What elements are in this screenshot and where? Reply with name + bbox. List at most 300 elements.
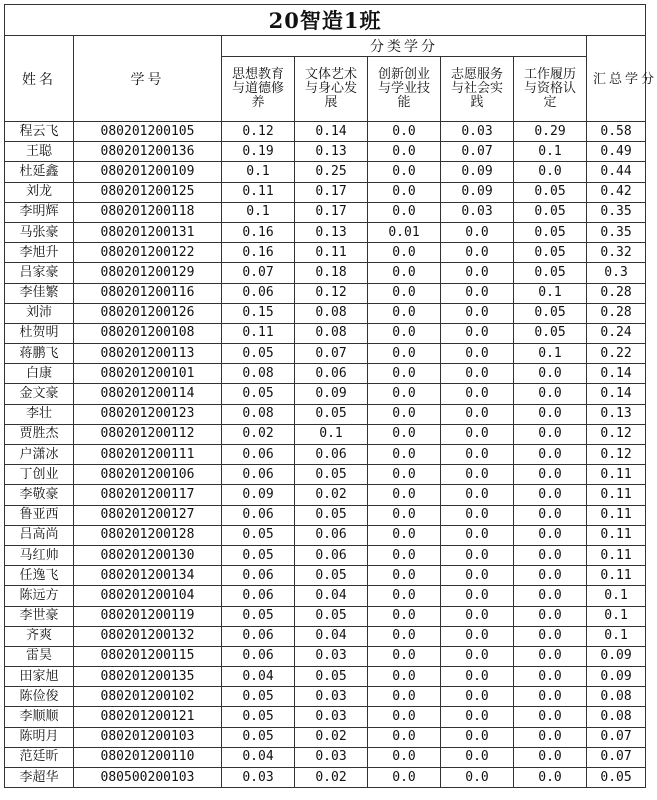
credit-total: 0.05 (587, 768, 646, 788)
student-name: 陈俭俊 (5, 687, 74, 707)
credit-arts: 0.08 (295, 303, 368, 323)
header-category-innovation: 创新创业与学业技能 (368, 57, 441, 122)
credit-work: 0.1 (514, 142, 587, 162)
table-row (5, 182, 646, 202)
credit-work: 0.0 (514, 384, 587, 404)
student-name: 白康 (5, 364, 74, 384)
credit-total: 0.3 (587, 263, 646, 283)
table-row (5, 384, 646, 404)
credit-total: 0.28 (587, 303, 646, 323)
credit-moral: 0.06 (222, 626, 295, 646)
credit-moral: 0.05 (222, 545, 295, 565)
credit-moral: 0.05 (222, 606, 295, 626)
credit-volunteer: 0.0 (441, 768, 514, 788)
credit-work: 0.0 (514, 545, 587, 565)
student-id: 080201200123 (74, 404, 222, 424)
credit-total: 0.35 (587, 222, 646, 242)
credit-innovation: 0.0 (368, 606, 441, 626)
student-id: 080500200103 (74, 768, 222, 788)
credit-arts: 0.06 (295, 364, 368, 384)
credit-arts: 0.02 (295, 768, 368, 788)
credit-work: 0.05 (514, 182, 587, 202)
table-row (5, 485, 646, 505)
student-name: 户潇冰 (5, 445, 74, 465)
header-category-volunteer: 志愿服务与社会实践 (441, 57, 514, 122)
credit-moral: 0.08 (222, 404, 295, 424)
credit-innovation: 0.0 (368, 303, 441, 323)
header-category-group: 分类学分 (222, 36, 587, 57)
credit-volunteer: 0.03 (441, 202, 514, 222)
credit-work: 0.0 (514, 465, 587, 485)
table-row (5, 465, 646, 485)
credit-innovation: 0.0 (368, 707, 441, 727)
credit-innovation: 0.0 (368, 202, 441, 222)
table-row (5, 667, 646, 687)
student-name: 马红帅 (5, 545, 74, 565)
credit-arts: 0.09 (295, 384, 368, 404)
table-row (5, 243, 646, 263)
table-row (5, 303, 646, 323)
credit-volunteer: 0.0 (441, 384, 514, 404)
student-id: 080201200132 (74, 626, 222, 646)
credit-moral: 0.08 (222, 364, 295, 384)
table-row (5, 727, 646, 747)
student-name: 王聪 (5, 142, 74, 162)
table-row (5, 404, 646, 424)
student-id: 080201200128 (74, 525, 222, 545)
credit-arts: 0.02 (295, 485, 368, 505)
student-name: 吕高尚 (5, 525, 74, 545)
credit-volunteer: 0.0 (441, 344, 514, 364)
credit-volunteer: 0.0 (441, 465, 514, 485)
student-name: 陈远方 (5, 586, 74, 606)
credit-work: 0.0 (514, 747, 587, 767)
credit-innovation: 0.0 (368, 545, 441, 565)
credit-arts: 0.25 (295, 162, 368, 182)
table-row (5, 344, 646, 364)
table-title: 20智造1班 (5, 5, 646, 36)
student-name: 李旭升 (5, 243, 74, 263)
credit-arts: 0.07 (295, 344, 368, 364)
credit-moral: 0.05 (222, 525, 295, 545)
student-name: 杜贺明 (5, 323, 74, 343)
credit-volunteer: 0.0 (441, 525, 514, 545)
student-name: 鲁亚西 (5, 505, 74, 525)
credit-work: 0.0 (514, 768, 587, 788)
student-name: 蒋鹏飞 (5, 344, 74, 364)
student-name: 贾胜杰 (5, 424, 74, 444)
table-row (5, 768, 646, 788)
student-name: 杜延鑫 (5, 162, 74, 182)
credit-total: 0.42 (587, 182, 646, 202)
credit-table (4, 4, 657, 788)
student-id: 080201200130 (74, 545, 222, 565)
credit-innovation: 0.0 (368, 505, 441, 525)
credit-arts: 0.1 (295, 424, 368, 444)
student-id: 080201200104 (74, 586, 222, 606)
credit-total: 0.32 (587, 243, 646, 263)
credit-volunteer: 0.0 (441, 606, 514, 626)
credit-sheet (4, 4, 657, 788)
credit-work: 0.05 (514, 222, 587, 242)
credit-work: 0.0 (514, 566, 587, 586)
credit-moral: 0.02 (222, 424, 295, 444)
credit-work: 0.0 (514, 606, 587, 626)
table-row (5, 646, 646, 666)
header-name: 姓名 (5, 36, 74, 122)
credit-innovation: 0.0 (368, 586, 441, 606)
credit-moral: 0.06 (222, 283, 295, 303)
student-name: 范廷昕 (5, 747, 74, 767)
credit-volunteer: 0.0 (441, 687, 514, 707)
credit-innovation: 0.0 (368, 364, 441, 384)
credit-innovation: 0.0 (368, 263, 441, 283)
student-name: 李顺顺 (5, 707, 74, 727)
credit-total: 0.07 (587, 727, 646, 747)
credit-volunteer: 0.0 (441, 445, 514, 465)
credit-total: 0.11 (587, 505, 646, 525)
credit-total: 0.11 (587, 465, 646, 485)
table-row (5, 263, 646, 283)
credit-arts: 0.03 (295, 707, 368, 727)
student-id: 080201200116 (74, 283, 222, 303)
header-category-work: 工作履历与资格认定 (514, 57, 587, 122)
credit-work: 0.0 (514, 646, 587, 666)
credit-total: 0.58 (587, 122, 646, 142)
credit-moral: 0.12 (222, 122, 295, 142)
table-row (5, 747, 646, 767)
credit-total: 0.11 (587, 566, 646, 586)
credit-arts: 0.02 (295, 727, 368, 747)
credit-moral: 0.03 (222, 768, 295, 788)
student-id: 080201200106 (74, 465, 222, 485)
credit-volunteer: 0.0 (441, 505, 514, 525)
credit-total: 0.35 (587, 202, 646, 222)
credit-total: 0.09 (587, 646, 646, 666)
student-id: 080201200108 (74, 323, 222, 343)
credit-total: 0.11 (587, 485, 646, 505)
credit-work: 0.0 (514, 162, 587, 182)
credit-volunteer: 0.0 (441, 263, 514, 283)
credit-moral: 0.06 (222, 586, 295, 606)
credit-work: 0.0 (514, 445, 587, 465)
credit-arts: 0.11 (295, 243, 368, 263)
credit-volunteer: 0.09 (441, 162, 514, 182)
credit-volunteer: 0.0 (441, 243, 514, 263)
credit-work: 0.05 (514, 202, 587, 222)
credit-total: 0.49 (587, 142, 646, 162)
credit-moral: 0.05 (222, 707, 295, 727)
credit-innovation: 0.0 (368, 525, 441, 545)
credit-moral: 0.04 (222, 747, 295, 767)
credit-innovation: 0.0 (368, 445, 441, 465)
credit-volunteer: 0.0 (441, 485, 514, 505)
student-id: 080201200117 (74, 485, 222, 505)
credit-moral: 0.06 (222, 465, 295, 485)
student-name: 丁创业 (5, 465, 74, 485)
table-row (5, 323, 646, 343)
student-id: 080201200121 (74, 707, 222, 727)
credit-volunteer: 0.0 (441, 404, 514, 424)
credit-total: 0.1 (587, 626, 646, 646)
credit-moral: 0.19 (222, 142, 295, 162)
table-row (5, 606, 646, 626)
credit-arts: 0.13 (295, 142, 368, 162)
credit-work: 0.05 (514, 323, 587, 343)
credit-innovation: 0.0 (368, 626, 441, 646)
credit-moral: 0.06 (222, 566, 295, 586)
credit-work: 0.0 (514, 687, 587, 707)
student-name: 李敬豪 (5, 485, 74, 505)
credit-innovation: 0.0 (368, 727, 441, 747)
credit-volunteer: 0.07 (441, 142, 514, 162)
student-id: 080201200112 (74, 424, 222, 444)
credit-work: 0.0 (514, 727, 587, 747)
table-row (5, 162, 646, 182)
credit-arts: 0.18 (295, 263, 368, 283)
credit-work: 0.0 (514, 424, 587, 444)
credit-volunteer: 0.0 (441, 667, 514, 687)
credit-innovation: 0.0 (368, 122, 441, 142)
table-row (5, 545, 646, 565)
student-id: 080201200103 (74, 727, 222, 747)
credit-moral: 0.15 (222, 303, 295, 323)
table-row (5, 586, 646, 606)
credit-moral: 0.07 (222, 263, 295, 283)
credit-volunteer: 0.0 (441, 747, 514, 767)
credit-work: 0.0 (514, 586, 587, 606)
credit-total: 0.08 (587, 707, 646, 727)
credit-work: 0.05 (514, 303, 587, 323)
student-id: 080201200118 (74, 202, 222, 222)
credit-moral: 0.16 (222, 222, 295, 242)
credit-volunteer: 0.0 (441, 545, 514, 565)
credit-arts: 0.12 (295, 283, 368, 303)
credit-work: 0.0 (514, 505, 587, 525)
student-id: 080201200111 (74, 445, 222, 465)
credit-moral: 0.05 (222, 727, 295, 747)
credit-total: 0.22 (587, 344, 646, 364)
credit-innovation: 0.0 (368, 566, 441, 586)
header-category-moral: 思想教育与道德修养 (222, 57, 295, 122)
student-name: 刘龙 (5, 182, 74, 202)
credit-total: 0.28 (587, 283, 646, 303)
credit-total: 0.11 (587, 525, 646, 545)
table-row (5, 283, 646, 303)
student-id: 080201200105 (74, 122, 222, 142)
student-id: 080201200125 (74, 182, 222, 202)
student-id: 080201200136 (74, 142, 222, 162)
credit-arts: 0.05 (295, 404, 368, 424)
credit-arts: 0.03 (295, 687, 368, 707)
credit-volunteer: 0.0 (441, 727, 514, 747)
credit-moral: 0.05 (222, 384, 295, 404)
student-id: 080201200127 (74, 505, 222, 525)
credit-innovation: 0.0 (368, 747, 441, 767)
credit-volunteer: 0.0 (441, 566, 514, 586)
student-name: 李世豪 (5, 606, 74, 626)
table-row (5, 626, 646, 646)
credit-innovation: 0.0 (368, 687, 441, 707)
credit-total: 0.1 (587, 606, 646, 626)
credit-arts: 0.17 (295, 202, 368, 222)
credit-innovation: 0.0 (368, 142, 441, 162)
table-row (5, 566, 646, 586)
student-id: 080201200134 (74, 566, 222, 586)
credit-moral: 0.16 (222, 243, 295, 263)
credit-work: 0.0 (514, 485, 587, 505)
credit-arts: 0.14 (295, 122, 368, 142)
credit-moral: 0.05 (222, 687, 295, 707)
header-category-arts: 文体艺术与身心发展 (295, 57, 368, 122)
credit-total: 0.13 (587, 404, 646, 424)
credit-work: 0.0 (514, 364, 587, 384)
student-name: 刘沛 (5, 303, 74, 323)
student-name: 雷昊 (5, 646, 74, 666)
student-id: 080201200126 (74, 303, 222, 323)
credit-volunteer: 0.0 (441, 586, 514, 606)
credit-work: 0.0 (514, 404, 587, 424)
table-row (5, 122, 646, 142)
credit-total: 0.12 (587, 445, 646, 465)
student-id: 080201200114 (74, 384, 222, 404)
credit-arts: 0.06 (295, 445, 368, 465)
credit-work: 0.0 (514, 667, 587, 687)
table-row (5, 142, 646, 162)
credit-total: 0.12 (587, 424, 646, 444)
credit-innovation: 0.0 (368, 424, 441, 444)
credit-moral: 0.1 (222, 162, 295, 182)
credit-moral: 0.09 (222, 485, 295, 505)
student-id: 080201200122 (74, 243, 222, 263)
credit-arts: 0.13 (295, 222, 368, 242)
student-id: 080201200102 (74, 687, 222, 707)
credit-moral: 0.06 (222, 646, 295, 666)
credit-volunteer: 0.0 (441, 646, 514, 666)
credit-arts: 0.03 (295, 747, 368, 767)
student-name: 陈明月 (5, 727, 74, 747)
credit-innovation: 0.0 (368, 162, 441, 182)
credit-arts: 0.04 (295, 586, 368, 606)
credit-moral: 0.04 (222, 667, 295, 687)
credit-moral: 0.11 (222, 182, 295, 202)
student-name: 田家旭 (5, 667, 74, 687)
credit-arts: 0.08 (295, 323, 368, 343)
student-id: 080201200113 (74, 344, 222, 364)
student-id: 080201200135 (74, 667, 222, 687)
student-id: 080201200119 (74, 606, 222, 626)
credit-moral: 0.11 (222, 323, 295, 343)
credit-total: 0.44 (587, 162, 646, 182)
credit-moral: 0.05 (222, 344, 295, 364)
credit-total: 0.07 (587, 747, 646, 767)
table-row (5, 707, 646, 727)
student-name: 吕家豪 (5, 263, 74, 283)
credit-volunteer: 0.09 (441, 182, 514, 202)
credit-work: 0.0 (514, 525, 587, 545)
credit-arts: 0.06 (295, 525, 368, 545)
student-name: 任逸飞 (5, 566, 74, 586)
student-id: 080201200129 (74, 263, 222, 283)
credit-moral: 0.06 (222, 505, 295, 525)
table-row (5, 505, 646, 525)
credit-innovation: 0.0 (368, 667, 441, 687)
credit-total: 0.08 (587, 687, 646, 707)
credit-total: 0.14 (587, 384, 646, 404)
student-name: 李超华 (5, 768, 74, 788)
credit-arts: 0.06 (295, 545, 368, 565)
table-row (5, 525, 646, 545)
student-name: 李明辉 (5, 202, 74, 222)
student-name: 齐爽 (5, 626, 74, 646)
student-name: 李壮 (5, 404, 74, 424)
credit-work: 0.05 (514, 263, 587, 283)
credit-volunteer: 0.0 (441, 283, 514, 303)
header-total: 汇总学分 (587, 36, 646, 122)
credit-arts: 0.05 (295, 505, 368, 525)
credit-innovation: 0.0 (368, 404, 441, 424)
student-id: 080201200115 (74, 646, 222, 666)
credit-volunteer: 0.0 (441, 364, 514, 384)
credit-work: 0.0 (514, 626, 587, 646)
table-row (5, 687, 646, 707)
credit-arts: 0.05 (295, 667, 368, 687)
student-id: 080201200110 (74, 747, 222, 767)
credit-volunteer: 0.0 (441, 303, 514, 323)
credit-arts: 0.03 (295, 646, 368, 666)
credit-innovation: 0.0 (368, 465, 441, 485)
table-row (5, 202, 646, 222)
credit-volunteer: 0.0 (441, 707, 514, 727)
credit-work: 0.29 (514, 122, 587, 142)
credit-moral: 0.06 (222, 445, 295, 465)
table-body (5, 122, 646, 788)
student-name: 李佳繁 (5, 283, 74, 303)
credit-innovation: 0.0 (368, 283, 441, 303)
credit-innovation: 0.0 (368, 344, 441, 364)
credit-volunteer: 0.0 (441, 222, 514, 242)
table-row (5, 445, 646, 465)
credit-volunteer: 0.0 (441, 424, 514, 444)
credit-arts: 0.17 (295, 182, 368, 202)
credit-volunteer: 0.0 (441, 323, 514, 343)
credit-innovation: 0.0 (368, 485, 441, 505)
credit-volunteer: 0.03 (441, 122, 514, 142)
header-student-id: 学号 (74, 36, 222, 122)
credit-arts: 0.04 (295, 626, 368, 646)
credit-work: 0.05 (514, 243, 587, 263)
credit-arts: 0.05 (295, 566, 368, 586)
credit-total: 0.1 (587, 586, 646, 606)
credit-arts: 0.05 (295, 606, 368, 626)
credit-volunteer: 0.0 (441, 626, 514, 646)
credit-innovation: 0.0 (368, 384, 441, 404)
credit-work: 0.0 (514, 707, 587, 727)
student-id: 080201200101 (74, 364, 222, 384)
credit-total: 0.11 (587, 545, 646, 565)
table-row (5, 364, 646, 384)
credit-arts: 0.05 (295, 465, 368, 485)
credit-total: 0.24 (587, 323, 646, 343)
student-id: 080201200131 (74, 222, 222, 242)
credit-innovation: 0.01 (368, 222, 441, 242)
credit-total: 0.14 (587, 364, 646, 384)
credit-innovation: 0.0 (368, 768, 441, 788)
table-row (5, 222, 646, 242)
credit-innovation: 0.0 (368, 243, 441, 263)
student-id: 080201200109 (74, 162, 222, 182)
credit-innovation: 0.0 (368, 323, 441, 343)
